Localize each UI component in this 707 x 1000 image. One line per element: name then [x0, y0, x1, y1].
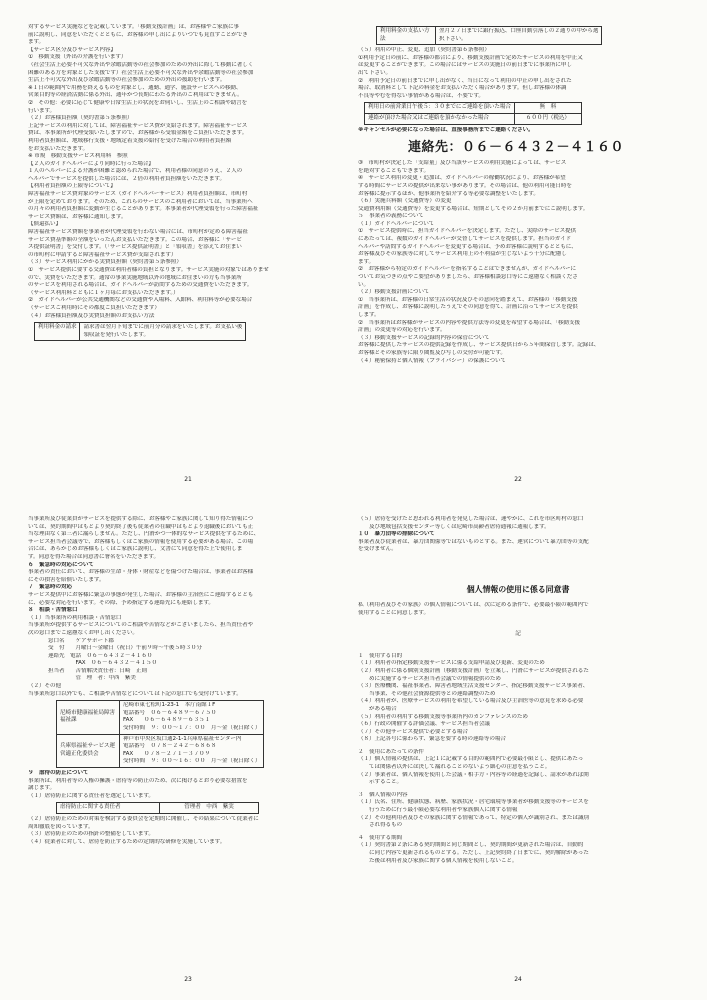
liability-line: ６ 緊急時の対応について: [28, 561, 94, 568]
page-22: [358, 24, 678, 492]
abuse-prevention-line: 事業所は、利用者等の人権の擁護・虐待等の防止のため、次に掲げるとおり必要な措置を: [28, 777, 248, 784]
liability-line: 事業者の責任において、お客様の生命・身体・財産などを傷つけた場合は、事業者はお客様: [28, 569, 254, 576]
complaint-line: 次の窓口までご遠慮なくお申し出ください。: [28, 629, 138, 636]
text-line: いては、契約期間中はもとより契約終了後も従業者の在職中はもとより退職後においても正: [28, 523, 254, 530]
cancel-fee-table: [364, 102, 582, 124]
abuse-officer-table: [56, 802, 259, 814]
agency-info-line: 神戸市中央区坂口通2-1-1兵庫県福祉センター内: [123, 735, 242, 742]
duty-line: ヘルパーや訪問するガイドヘルパーを変更する場合は、予めお客様に説明するとともに、: [358, 243, 577, 250]
service-content-line: 営業目的等の経済活動に係る外出、通年かつ長期にわたる外出のご利用はできません。: [28, 92, 243, 99]
text-line: 当な理由なく第三者に漏らしません。ただし、円滑かつ一体的なサービス提供をするために、: [28, 531, 260, 538]
cancel-row-left: 連絡が頂けた場合又はご連絡を頂かなかった場合: [365, 113, 515, 124]
agency-info-line: 受付時間 ９：００～１７：００ 月～金（祝日除く）: [123, 725, 261, 732]
service-content-line: 【サービス区分及びサービス内容】: [28, 46, 116, 53]
fee-line: 【償還払い】: [28, 221, 61, 228]
page-23: [28, 516, 348, 984]
agency2-info: [120, 734, 264, 767]
expense-line: （３）サービス利用にかかる実費負担額（契約書第５条参照）: [28, 259, 182, 266]
complaint-line: ８ 相談・苦情窓口: [28, 607, 78, 614]
pay-method-line: 翌月２７日までに銀行振込、口座自動引落しの２通りの中から選: [439, 28, 599, 34]
duty-line: ５ 事業者の義務について: [358, 213, 424, 220]
duty-line: ① 当事業所は、お客様の日常生活の状況及びその意向を踏まえて、お客様の「移動支援: [358, 296, 578, 303]
duty-line: （４）秘密保持と個人情報（プライバシー）の保護について: [358, 357, 506, 364]
expense-line: （サービスご利用時にその都度ご負担いただきます）: [28, 304, 160, 311]
content-line: 行うために行う最小限必要な利用者や家族個人に関する情報: [358, 807, 518, 814]
office-info-line: 受 付 月曜日～金曜日（祝日）午前９時～午後５時３０分: [48, 645, 202, 652]
antigang-line: 事業者及び従業者は、暴力団関係等ではないものとする。また、運営について暴力団等の支配: [358, 538, 589, 545]
expense-line: のサービスを利用される場合は、ガイドヘルパーが訪問するための交通費をいただきます。: [28, 282, 253, 289]
service-content-line: （社会生活上必要不可欠な外出や余暇活動等の社会参加のための外出に際して移動に著しく: [28, 61, 254, 68]
fee-line: 費は、本事業所が代理受領いたしますので、お客様から受領金額をご負担いただきます。: [28, 130, 248, 137]
fee-line: ヘルパーでサービスを提供した場合には、２倍の利用者負担額をいただきます。: [28, 175, 225, 182]
agency-info-line: 電話番号 ０６－６４８９－６７５０: [123, 709, 217, 716]
duty-line: にあたっては、複数のガイドヘルパーが交替してサービスを提供します。担当のガイド: [358, 236, 572, 243]
cancel-rule-line: 不良等やむを得ない事情がある場合は、不要です。: [358, 92, 484, 99]
condition-line: ２ 使用にあたっての条件: [358, 748, 424, 755]
expense-line: ① サービス提供に要する交通費は利用者様の負担となります。サービス実施の対象ではありませ: [28, 267, 269, 273]
cancel-rule-line: （５）利用の中止、変更、追加（契約書第６条参照）: [358, 47, 490, 54]
purpose-line: 当事業、その他社会資源提供等との連絡調整のため: [358, 690, 496, 697]
agency-info-line: 尼崎市東七松町1-23-1 本庁南館１F: [123, 702, 216, 709]
fee-line: 上記サービスの利用に対しては、障害福祉サービス費が支給されます。障害福祉サービス: [28, 122, 248, 129]
duty-line: 計画」を作成し、お客様に説明したうえでその同意を得て、計画に沿ってサービスを提供: [358, 304, 578, 311]
text-line: （６）実施兵料額（交通費等）の変更: [358, 198, 452, 205]
fee-line: 障害福祉サービス費対象のサービス（ガイドヘルパーサービス）利用者負担額は、市町村: [28, 191, 248, 198]
purpose-line: （４）利用者が、医療サービスの利用を希望している場合及び主治医等の意見を求める必要: [358, 698, 584, 705]
emergency-line: サービス提供中にお客様に緊急の事態が発生した場合、お客様の主治医にご連絡するととも: [28, 591, 254, 598]
payment-text-line: 請求書は翌月下旬までに前月分の請求をいたします。お支払い後: [83, 324, 243, 331]
text-line: サービス担当者会議等で、お客様もしくはご家族の情報を使用する必要がある場合、この場: [28, 538, 254, 545]
duty-line: します。: [358, 312, 380, 318]
purpose-line: （１）利用者の指定移動支援サービスに係る支給申請及び更新、変更のため: [358, 660, 545, 667]
consent-line: 使用することに同意します。: [358, 609, 429, 616]
text-line: 合には、あらかじめお客様もしくはご家族に説明し、文書にて同意を得た上で使用しま: [28, 546, 243, 553]
fee-line: サービス費基準額の全額をいったんお支払いただきます。この場合、お客様に「サービ: [28, 236, 242, 243]
duty-line: い。: [358, 281, 369, 288]
antigang-line: を受けません。: [358, 546, 397, 553]
cancel-rule-line: ①利用予定日の前に、お客様の都合により、移動支援計画で定めたサービスの利用を中止又: [358, 54, 583, 61]
cancel-rule-line: 出て下さい。: [358, 69, 391, 76]
consent-title: 個人情報の使用に係る同意書: [466, 584, 570, 594]
duty-line: ます。: [358, 258, 375, 265]
duty-line: ② お客様から特定のガイドヘルパーを指名することはできませんが、ガイドヘルパーに: [358, 266, 577, 273]
page-number: 23: [184, 976, 192, 983]
duty-line: お客様に提供したサービスの提供記録を作成し、サービス提供日から５年間保管します。記録は、: [358, 342, 600, 349]
duty-line: ② 当事業所はお客様がサービスの内容や提供方法等の変更を希望する場合は、「移動支援: [358, 319, 580, 326]
cancel-head-right: 無 料: [514, 103, 581, 114]
condition-line: （２）事業者は、個人情報を使用した会議・相手方・内容等の経過を記録し、請求があれば開: [358, 771, 589, 778]
abuse-prevention-line: （３）虐待防止のための指針の整備をしています。: [28, 831, 154, 838]
text-line: す。同意を得た場合は同意書に署名をいただきます。: [28, 553, 159, 560]
cancel-rule-line: ② 利用予定日の前日までに申し出がなく、当日になって利用の中止の申し出をされた: [358, 77, 572, 84]
text-line: ③ 市町村が決定した「支給量」及び当該サービスの利用実施によっては、サービス: [358, 160, 567, 167]
complaint-line: （１）当事業所の利用相談・苦情窓口: [28, 614, 122, 621]
duty-line: （３）移動支援サービスの記録的内容の保管について: [358, 334, 490, 341]
fee-line: をお支払いただきます。: [28, 145, 88, 152]
condition-line: （１）個人情報の提供は、上記１に記載する目的の範囲内で必要最小限とし、提供にあたっ: [358, 756, 584, 763]
text-line: 前に説明し、同意をいただくとともに、お客様の申し出によりいつでも見直すことができ: [28, 31, 248, 38]
text-line: を絶対することもできます。: [358, 167, 429, 174]
service-content-line: ② その他：必要に応じて健康や日常生活上の状況をお伺いし、生活上のご相談や助言を: [28, 99, 248, 106]
text-line: 当事業所窓口以外でも、ご相談や苦情などについては下記の窓口でも受付けています。: [28, 690, 242, 697]
text-line: ④ サービス利用の変更・追加は、ガイドヘルパーの稼働状況により、お客様が希望: [358, 175, 566, 182]
expense-line: ② ガイドヘルパーが公共交通機関などの交通費や入場料、入館料、利用料等が必要な場合: [28, 297, 253, 304]
duty-line: 計画」の変更等の対応を行います。: [358, 327, 446, 334]
page-number: 21: [184, 476, 192, 483]
fee-line: サービス費額は、お客様に通知します。: [28, 213, 127, 220]
purpose-line: （３）医療機関、福祉事業者、障害者地域生活支援センター、指定移動支援サービス事業者、: [358, 683, 589, 690]
duty-line: （２）移動支援計画について: [358, 289, 430, 296]
emergency-line: に、必要な対応を行います。その際、予め指定する連絡先にも連絡します。: [28, 599, 214, 606]
purpose-line: （８）上記各号に係わらず、緊急を要する時の連絡等の場合: [358, 736, 506, 743]
cancel-rule-line: は変更することができます。この場合にはサービスの実施日の前日までに事業所に申し: [358, 62, 572, 69]
page-number: 24: [514, 976, 522, 983]
abuse-officer-name: 管理者 中西 紫実: [160, 803, 259, 814]
payment-text: [80, 323, 246, 341]
cancel-rule-line: 場合、取消料として下記の料金をお支払いただく場合があります。但しお客様の体調: [358, 85, 567, 92]
liability-line: にその損害を賠償いたします。: [28, 576, 105, 583]
agency1-name: 尼崎市健康福祉局障害福祉課: [57, 701, 120, 734]
service-content-line: 生活上不可欠な外出及び余暇活動等の社会参加のための外出の援助を行います。: [28, 77, 226, 84]
cancel-head-left: 利用日の前営業日午後５：３０までにご連絡を頂いた場合: [365, 103, 515, 114]
purpose-line: （５）利用者の利用する移動支援等事業所内のカンファレンスのため: [358, 713, 528, 720]
abuse-officer-label: 虐待防止に関する責任者: [57, 803, 160, 814]
ki-heading: 記: [515, 631, 521, 638]
payment-text-line: 領収証を発行いたします。: [83, 331, 149, 338]
fee-line: 【利用者負担額の上限等について】: [28, 183, 116, 190]
payment-table: [34, 322, 246, 341]
text-line: （２）その他: [28, 683, 61, 690]
fee-line: ス提供証明書」を交付します。（「サービス提供証明書」と「領収書」を添えてお住まい: [28, 244, 242, 251]
content-line: （１）氏名、住所、健康状態、病歴、家族状況・居宅環境等事業者が移動支援等のサービスを: [358, 799, 589, 806]
text-line: する時間にサービスの提供が出来ない事があります。その場合は、他の利用可能日時を: [358, 182, 572, 189]
contact-phone: 連絡先：０６－６４３２－４１６０: [408, 140, 625, 156]
abuse-prevention-line: （２）虐待防止のための対策を検討する委員会を定期的に開催し、その結果について従業者に: [28, 815, 259, 822]
pay-method-label: 利用料金の支払い方法: [377, 27, 436, 45]
service-content-line: 行います。: [28, 107, 56, 114]
fee-line: が上限を定めております。そのため、これらのサービスのご利用者においては、当事業所へ: [28, 198, 253, 205]
abuse-prevention-line: （１）虐待防止に関する責任者を選定しています。: [28, 792, 154, 799]
pay-method-line: 択下さい。: [439, 35, 467, 42]
page-21: [28, 24, 348, 492]
fee-line: ※ 市規 移動支援サービス利用料 参照: [28, 153, 128, 160]
fee-line: 利用者負担額は、地域移行支援・地域定着支援の給付を受けた場合の利用者負担額: [28, 137, 232, 144]
abuse-prevention-line: 講じます。: [28, 785, 56, 792]
expense-line: ので、実費をいただきます。通常の事業実施地域以外の地域にお住まいの方も当事業所: [28, 274, 242, 281]
duty-line: ① サービス提供時に、担当ガイドヘルパーを決定します。ただし、実際のサービス提供: [358, 228, 577, 235]
period-line: （１）契約書第２条にある契約期間と同じ期間とし、契約期間が更新された場合は、自動的: [358, 842, 584, 849]
duty-line: お客様及びその家族等に対してサービス利用上の不利益が生じないよう十分に配慮し: [358, 251, 567, 258]
text-line: 対するサービス実施などを記載しています。「移動支援計画」は、お客様やご家族に事: [28, 24, 240, 30]
agency-info-line: 受付時間 ９：００～１６：００ 月～金（祝日除く）: [123, 758, 261, 765]
payment-method-table: [376, 26, 602, 45]
antigang-line: １０ 暴力団等の排除について: [358, 531, 435, 538]
purpose-line: （６）行政の開催する評価会議、サービス担当者会議: [358, 721, 490, 728]
pay-method-text: [436, 27, 602, 45]
fee-line: １人のヘルパーによる介護が困難と認められた場合で、利用者様の同意のうえ、２人の: [28, 168, 243, 175]
office-info-line: 窓口名 ケアサポート郡: [48, 637, 114, 644]
duty-line: お客様とその家族等に限り閲覧及び写しの交付が可能です。: [358, 349, 506, 356]
text-line: 当事業所及び従業員がサービスを提供する際に、お客様やご家族に関して知り得た情報につ: [28, 516, 254, 522]
text-line: ます。: [28, 39, 45, 46]
service-content-line: ① 移動支援（外出の介護を行います）: [28, 54, 127, 61]
text-line: （５）虐待を受けたと思われる利用者を発見した場合は、速やかに、これを市区町村の窓口: [358, 516, 584, 522]
fee-line: 【２人のガイドヘルパーにより同時に行った場合】: [28, 160, 154, 167]
expense-line: （サービス利用料とともに１ヶ月毎にお支払いただきます。）: [28, 289, 179, 296]
cancel-note: ※キャンセルが必要になった場合は、直接事務所までご連絡ください。: [358, 126, 534, 133]
complaint-line: 当事業所が提供するサービスについてのご相談や苦情などがございましたら、担当責任者や: [28, 622, 254, 629]
fee-line: の市町村に申請すると障害福祉サービス費が支給されます）: [28, 251, 177, 258]
condition-line: ては関係者以外には決して漏れることのないよう細心の注意を払うこと。: [358, 764, 551, 771]
fee-line: 障害福祉サービス費額を事業者が代理受領を行わない場合には、市町村が定める障害福祉: [28, 229, 248, 236]
content-line: され得るもの: [358, 822, 402, 829]
purpose-line: （２）利用者に係る個別支援計画（移動支援計画）を立案し、円滑にサービスが提供されるた: [358, 667, 589, 674]
service-content-line: 困難のある方を対象とした支援です）社会生活上必要不可欠な外出や余暇活動等の社会参加: [28, 69, 254, 76]
abuse-prevention-line: 周知徹底を図っています。: [28, 823, 94, 830]
office-info-line: 担当者 苦情解決責任者：日崎 正則: [48, 667, 147, 674]
abuse-prevention-line: ９ 虐待の防止について: [28, 770, 89, 776]
text-line: 及び地域包括支援センター等しくは尼崎市高齢者虐待通報に通報します。: [358, 523, 550, 530]
agency-info-line: FAX ０７８－２７１－３７０９: [123, 750, 210, 757]
service-content-line: ※１日の範囲内で用務を終えるものを対象とし、通勤、通学、施設サービスへの移動、: [28, 84, 242, 91]
period-line: ４ 使用する期間: [358, 834, 402, 841]
agency-info-line: 電話番号 ０７８－２４２－６８６８: [123, 743, 217, 750]
fee-line: の月々の利用者負担額に変動が生じることがあります。本事業者が代理受領を行った障害福祉: [28, 206, 259, 213]
office-info-line: 管 理 者：中西 紫美: [48, 675, 136, 682]
fee-line: （２）お客様負担額（契約書第５条参照）: [28, 115, 133, 122]
page-number: 22: [514, 476, 522, 483]
consent-line: 私（利用者及びその家族）の個人情報については、次に定める条件で、必要最小限の範囲内で: [358, 601, 589, 608]
office-info-line: 連絡先 電話 ０６－６４３２－４１６０: [48, 652, 153, 659]
emergency-line: ７ 緊急時の対応: [28, 584, 72, 591]
duty-line: ついてお気づきの点やご要望がありましたら、お客様相談窓口等にご遠慮なく相談くださ: [358, 274, 578, 281]
content-line: （２）その他利用者及びその家族に関する情報であって、特定の個人が識別され、または識別: [358, 814, 589, 821]
agency-info-line: FAX ０６－６４８９－６３５１: [123, 717, 210, 724]
purpose-line: １ 使用する目的: [358, 652, 402, 659]
page-24: [358, 516, 678, 984]
purpose-line: （７）その他サービス提供で必要とする場合: [358, 728, 468, 735]
purpose-line: がある場合: [358, 705, 397, 712]
cancel-row-right: ６００円（税込）: [514, 113, 581, 124]
agency1-info: [120, 701, 264, 734]
agency-table: [56, 700, 264, 768]
period-line: に同じ内容で更新されるものとする。ただし、上記契約終了日までに、契約解除があった: [358, 850, 589, 856]
content-line: ３ 個人情報の内容: [358, 791, 408, 798]
abuse-prevention-line: （４）従業者に対して、虐待を防止するための定期的な研修を実施しています。: [28, 838, 226, 845]
payment-label: 利用料金の請求: [35, 323, 80, 341]
agency2-name: 兵庫県福祉サービス運営適正化委員会: [57, 734, 120, 767]
office-info-line: FAX ０６－６４３２－４１５０: [48, 660, 157, 667]
period-line: た後は利用者及び家族に関する個人情報を使用しないこと。: [358, 857, 518, 864]
purpose-line: めに実施するサービス担当者会議での情報提供のため: [358, 675, 501, 682]
duty-line: （１）ガイドヘルパーについて: [358, 220, 435, 227]
text-line: お客様に提示するほか、他事業所を紹介する等必要な調整をいたします。: [358, 190, 539, 197]
payment-method-heading: （４）お客様負担額及び実費負担額のお支払い方法: [28, 312, 155, 319]
condition-line: 示すること。: [358, 779, 402, 786]
text-line: 交通費利用額（交通費等）を変更する場合は、短期としてその２か月前までにご説明します。: [358, 205, 589, 212]
